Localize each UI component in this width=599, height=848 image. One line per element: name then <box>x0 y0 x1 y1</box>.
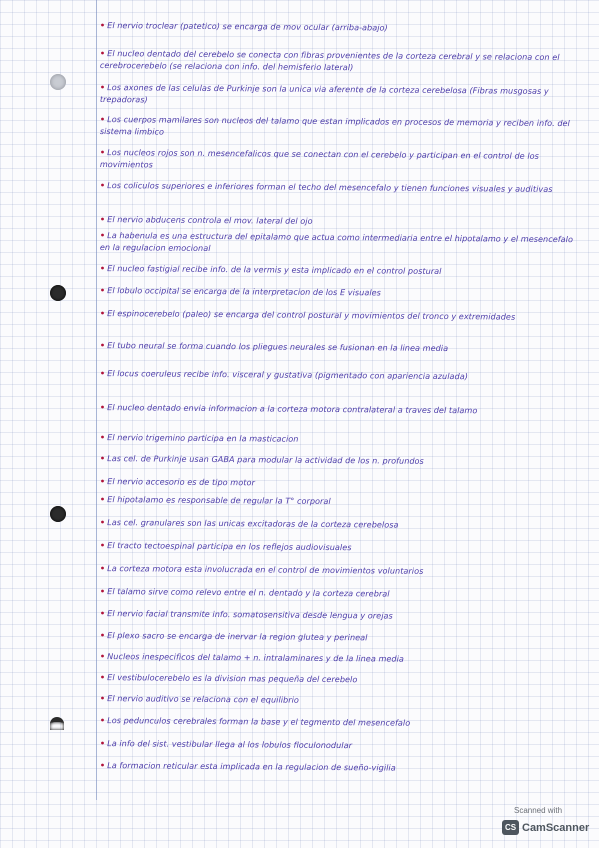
bullet-icon: • <box>99 760 106 771</box>
note-text: El nucleo dentado envia informacion a la corteza motora contralateral a traves del talamo <box>107 402 478 416</box>
bullet-icon: • <box>99 114 106 125</box>
note-item <box>100 608 578 624</box>
note-item <box>100 540 578 556</box>
note-text: El nucleo dentado del cerebelo se conecta con fibras provenientes de la corteza cerebral y se relaciona con el cerebrocerebelo (se relaciona con info. del hemisferio lateral) <box>99 48 560 72</box>
note-text: La formacion reticular esta implicada en la regulacion de sueño-vigilia <box>107 760 396 773</box>
bullet-icon: • <box>99 368 106 379</box>
note-text: El hipotalamo es responsable de regular la T° corporal <box>107 494 331 507</box>
note-text: El espinocerebelo (paleo) se encarga del control postural y movimientos del tronco y extremidades <box>107 308 516 322</box>
bullet-icon: • <box>99 563 106 574</box>
note-text: Las cel. granulares son las unicas excitadoras de la corteza cerebelosa <box>107 517 399 530</box>
bullet-icon: • <box>99 180 106 191</box>
note-text: Los pedunculos cerebrales forman la base y el tegmento del mesencefalo <box>107 715 411 728</box>
note-item <box>100 48 578 75</box>
bullet-icon: • <box>99 82 106 93</box>
note-text: Los coliculos superiores e inferiores forman el techo del mesencefalo y tienen funciones visuales y auditivas <box>107 180 553 194</box>
note-text: El nervio accesorio es de tipo motor <box>107 476 255 488</box>
bullet-icon: • <box>99 453 106 464</box>
bullet-icon: • <box>99 340 106 351</box>
margin-line <box>96 0 97 800</box>
bullet-icon: • <box>99 651 106 662</box>
bullet-icon: • <box>99 715 106 726</box>
note-text: La habenula es una estructura del epitalamo que actua como intermediaria entre el hipotalamo y el mesencefalo en la regulacion emocional <box>99 230 574 253</box>
note-text: Las cel. de Purkinje usan GABA para modular la actividad de los n. profundos <box>107 453 424 466</box>
binder-hole <box>50 74 66 90</box>
note-item <box>100 651 578 667</box>
note-text: El tracto tectoespinal participa en los reflejos audiovisuales <box>107 540 352 553</box>
camscanner-wordmark: CamScanner <box>522 821 590 834</box>
note-item <box>100 308 578 324</box>
note-item <box>100 368 578 384</box>
note-item <box>100 402 578 418</box>
bullet-icon: • <box>99 586 106 597</box>
note-item <box>100 285 578 301</box>
note-item <box>100 114 578 141</box>
note-text: El nervio trigemino participa en la masticacion <box>107 432 299 444</box>
bullet-icon: • <box>99 48 106 59</box>
note-text: Los cuerpos mamilares son nucleos del talamo que estan implicados en procesos de memoria y reciben info. del sistema limbico <box>99 114 570 137</box>
bullet-icon: • <box>99 738 106 749</box>
note-text: El talamo sirve como relevo entre el n. dentado y la corteza cerebral <box>107 586 390 599</box>
camscanner-icon: CS <box>502 820 519 835</box>
bullet-icon: • <box>99 494 106 505</box>
note-item <box>100 563 578 579</box>
bullet-icon: • <box>99 672 106 683</box>
binder-hole <box>50 506 66 522</box>
note-text: Nucleos inespecificos del talamo + n. intralaminares y de la linea media <box>107 651 404 664</box>
note-text: El vestibulocerebelo es la division mas pequeña del cerebelo <box>107 672 358 685</box>
note-item <box>100 760 578 776</box>
note-item <box>100 230 578 257</box>
note-item <box>100 20 578 36</box>
bullet-icon: • <box>99 432 106 443</box>
note-item <box>100 453 578 469</box>
bullet-icon: • <box>99 20 106 31</box>
note-text: El nervio troclear (patetico) se encarga de mov ocular (arriba-abajo) <box>107 20 388 33</box>
note-text: El nervio facial transmite info. somatosensitiva desde lengua y orejas <box>107 608 393 621</box>
note-item <box>100 263 578 279</box>
badge-brand <box>502 820 589 835</box>
note-item <box>100 672 578 688</box>
binder-hole <box>50 285 66 301</box>
note-item <box>100 214 578 230</box>
note-item <box>100 82 578 109</box>
note-item <box>100 340 578 356</box>
bullet-icon: • <box>99 214 106 225</box>
note-item <box>100 476 578 492</box>
note-item <box>100 630 578 646</box>
note-item <box>100 147 578 174</box>
note-text: Los nucleos rojos son n. mesencefalicos que se conectan con el cerebelo y participan en el control de los movimientos <box>99 147 539 169</box>
note-text: El lobulo occipital se encarga de la interpretacion de los E visuales <box>107 285 382 298</box>
scanner-badge <box>502 806 590 842</box>
note-text: El tubo neural se forma cuando los pliegues neurales se fusionan en la linea media <box>107 340 449 354</box>
note-item <box>100 180 578 196</box>
note-item <box>100 494 578 510</box>
note-text: El nervio auditivo se relaciona con el equilibrio <box>107 693 299 705</box>
bullet-icon: • <box>99 476 106 487</box>
note-text: El plexo sacro se encarga de inervar la region glutea y perineal <box>107 630 368 643</box>
bullet-icon: • <box>99 693 106 704</box>
note-text: El nervio abducens controla el mov. lateral del ojo <box>107 214 313 226</box>
note-item <box>100 586 578 602</box>
note-text: Los axones de las celulas de Purkinje son la unica via aferente de la corteza cerebelosa (Fibras musgosas y trepadoras) <box>99 82 549 104</box>
bullet-icon: • <box>99 630 106 641</box>
bullet-icon: • <box>99 517 106 528</box>
binder-hole <box>50 717 64 730</box>
note-text: El locus coeruleus recibe info. visceral y gustativa (pigmentado con apariencia azulada) <box>107 368 469 382</box>
note-item <box>100 432 578 448</box>
bullet-icon: • <box>99 608 106 619</box>
badge-caption: Scanned with <box>514 806 563 815</box>
bullet-icon: • <box>99 308 106 319</box>
bullet-icon: • <box>99 263 106 274</box>
note-item <box>100 715 578 731</box>
bullet-icon: • <box>99 285 106 296</box>
note-text: El nucleo fastigial recibe info. de la vermis y esta implicado en el control postural <box>107 263 442 276</box>
bullet-icon: • <box>99 147 106 158</box>
note-item <box>100 738 578 754</box>
bullet-icon: • <box>99 230 106 241</box>
note-text: La corteza motora esta involucrada en el control de movimientos voluntarios <box>107 563 424 576</box>
note-item <box>100 517 578 533</box>
bullet-icon: • <box>99 402 106 413</box>
note-text: La info del sist. vestibular llega al los lobulos floculonodular <box>107 738 353 751</box>
bullet-icon: • <box>99 540 106 551</box>
note-item <box>100 693 578 709</box>
